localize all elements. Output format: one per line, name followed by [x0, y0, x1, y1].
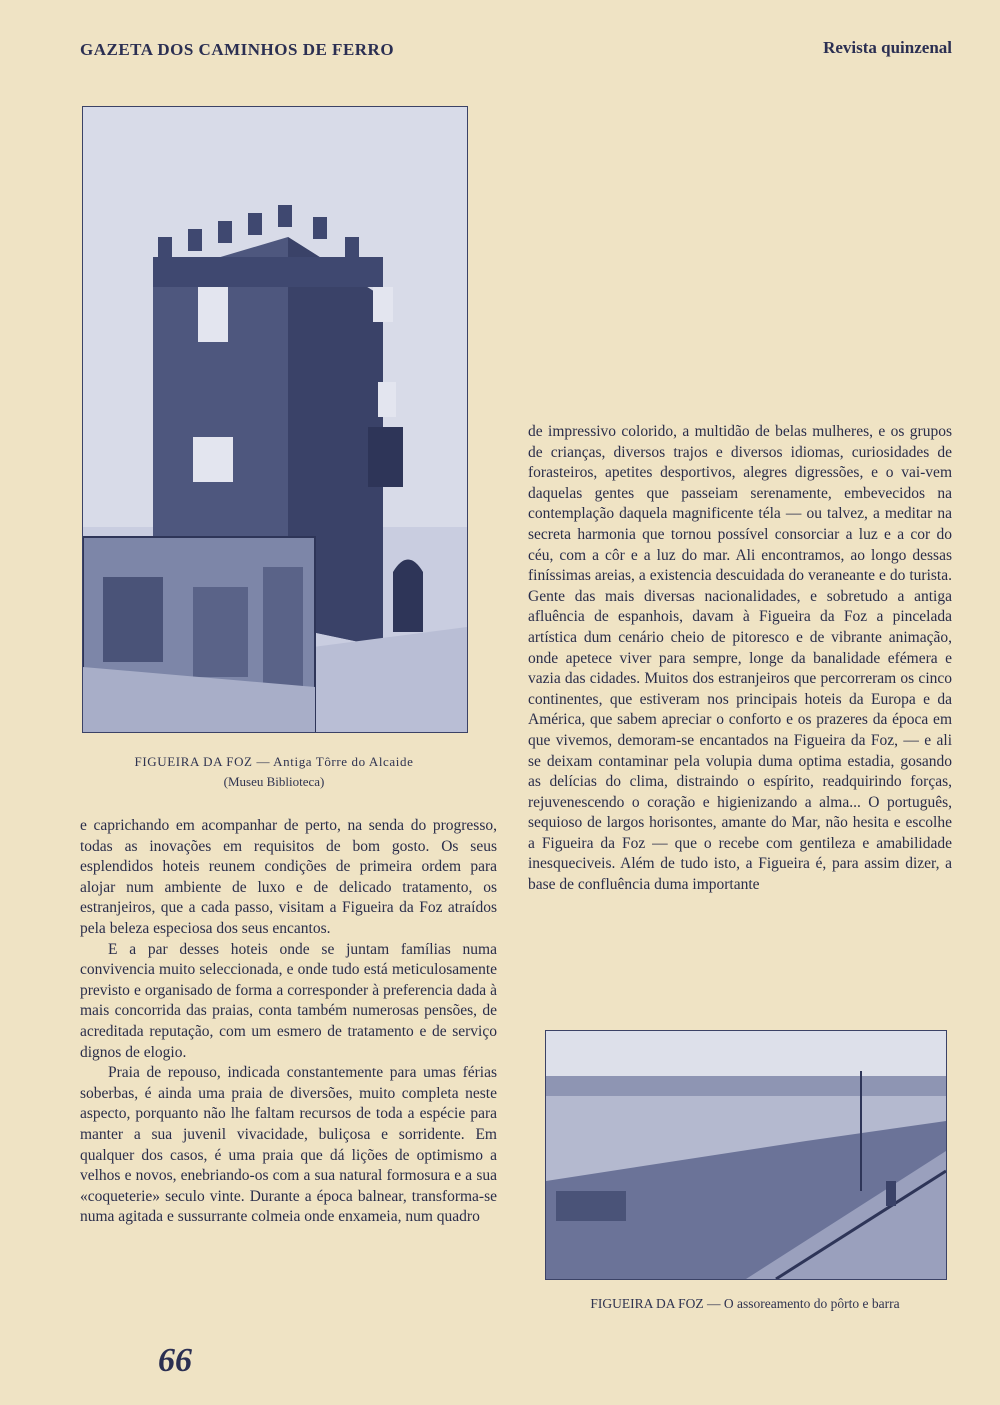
- right-column: [528, 422, 952, 896]
- tower-photo: [82, 106, 468, 733]
- tower-caption: [72, 752, 476, 792]
- left-column: [80, 816, 497, 1228]
- magazine-subtitle: Revista quinzenal: [823, 38, 952, 57]
- tower-caption-line2: (Museu Biblioteca): [223, 774, 325, 789]
- left-paragraph-2: E a par desses hoteis onde se juntam famílias numa convivencia muito seleccionada, e onde tudo está meticulosamente previsto e organisado de forma a corresponder à preferencia dada à mais concorrida das praias, conta também numerosas pensões, de acreditada reputação, com um esmero de tratamento e de serviço dignos de elogio.: [80, 940, 497, 1061]
- magazine-title: GAZETA DOS CAMINHOS DE FERRO: [80, 40, 395, 59]
- left-paragraph-3: Praia de repouso, indicada constantemente para umas férias soberbas, é ainda uma praia de diversões, muito completa neste aspecto, porquanto não lhe faltam recursos de toda a espécie para manter a sua juvenil vivacidade, buliçosa e sorridente. Em qualquer dos casos, é uma praia que dá lições de optimismo a velhos e novos, enebriando-os com a sua natural formosura e a sua «coqueterie» seculo vinte. Durante a época balnear, transforma-se numa agitada e sussurrante colmeia onde enxameia, num quadro: [80, 1064, 497, 1226]
- tower-caption-line1: FIGUEIRA DA FOZ — Antiga Tôrre do Alcaide: [134, 754, 414, 769]
- left-paragraph-1: e caprichando em acompanhar de perto, na senda do progresso, todas as inovações em requisitos de bom gosto. Os seus esplendidos hoteis reunem condições de primeira ordem para alojar num ambiente de luxo e de delicado tratamento, os estranjeiros, que a cada passo, visitam a Figueira da Foz atraídos pela beleza especiosa dos seus encantos.: [80, 817, 497, 937]
- page-number: 66: [158, 1342, 192, 1379]
- beach-photo: [545, 1030, 947, 1280]
- beach-caption: FIGUEIRA DA FOZ — O assoreamento do pôrto e barra: [590, 1296, 900, 1311]
- right-paragraph-1: de impressivo colorido, a multidão de belas mulheres, e os grupos de crianças, diversos trajos e diversos idiomas, curiosidades de forasteiros, apetites desportivos, alegres digressões, e o vai-vem daquelas gentes que passeiam serenamente, embevecidos na contemplação daquela magnificente téla — ou talvez, a meditar na secreta harmonia que tornou possível consorciar a luz e a cor do céu, com a côr e a luz do mar. Ali encontramos, ao longo dessas finíssimas areias, a existencia descuidada do veraneante e do turista. Gente das mais diversas nacionalidades, e sobretudo a antiga afluência de espanhois, davam à Figueira da Foz a pincelada artística dum cenário cheio de pitoresco e de vibrante animação, onde apetece viver para sempre, longe da banalidade efémera e vazia das cidades. Muitos dos estranjeiros que percorreram os cinco continentes, que estiveram nos principais hoteis da Europa e da América, que sabem apreciar o conforto e os prazeres da época em que vivemos, demoram-se encantados na Figueira da Foz, — e ali se deixam contaminar pela volupia duma optima estadia, gosando as delícias do clima, distraindo o espírito, readquirindo forças, rejuvenescendo o coração e higienizando a alma... O português, sequioso de largos horisontes, amante do Mar, não hesita e escolhe a Figueira da Foz — que o recebe com gentileza e amabilidade inesqueciveis. Além de tudo isto, a Figueira é, para assim dizer, a base de confluência duma importante: [528, 423, 952, 894]
